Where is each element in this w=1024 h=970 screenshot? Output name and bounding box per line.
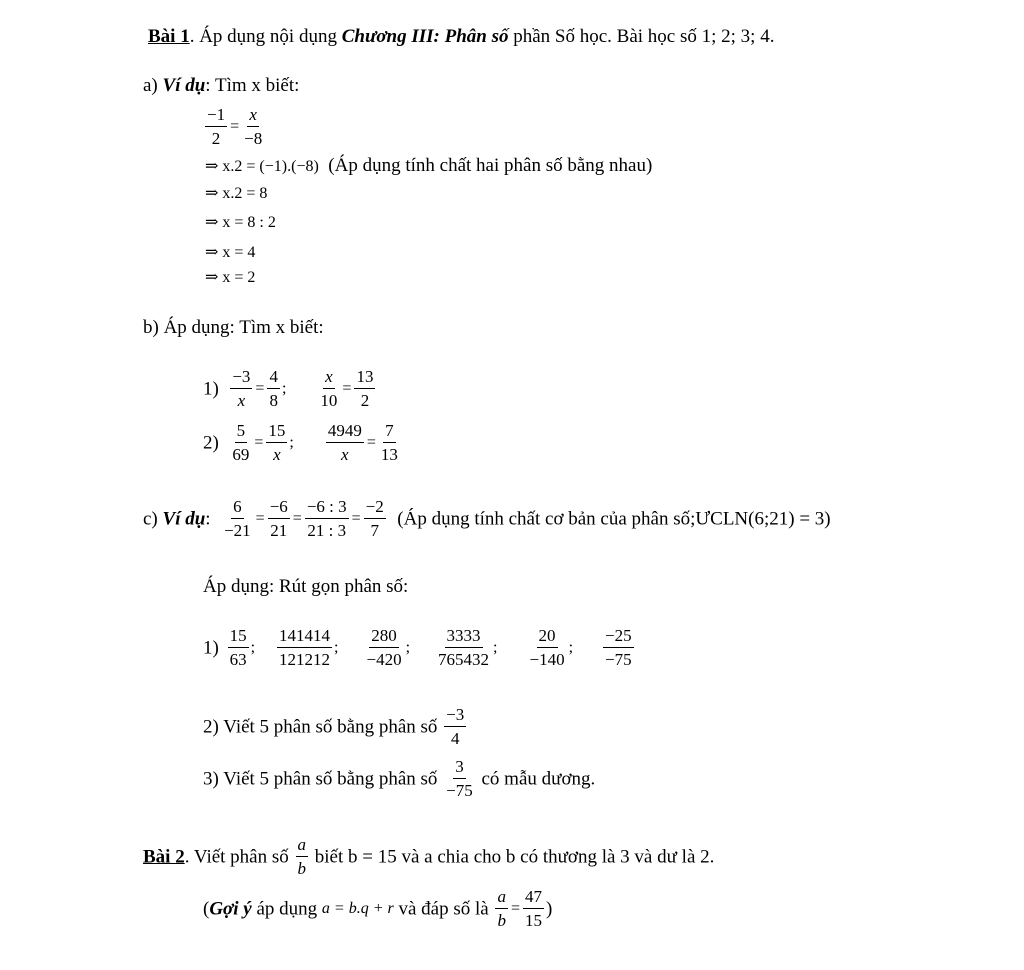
numerator: x (247, 106, 259, 127)
fraction (444, 706, 466, 748)
fraction (318, 368, 339, 410)
numerator: 3 (453, 758, 466, 779)
numerator: −3 (230, 368, 252, 389)
part-c-colon: : (205, 508, 211, 530)
separator: ; (493, 638, 498, 656)
numerator: 15 (228, 627, 249, 648)
bai1-text2: phần Số học. Bài học số 1; 2; 3; 4. (508, 26, 775, 47)
row-label: 1) (203, 637, 219, 659)
part-a-step1 (205, 156, 652, 175)
separator: ; (250, 638, 256, 656)
denominator: x (341, 444, 349, 464)
denominator: b (297, 858, 307, 878)
equals-sign: = (254, 433, 264, 451)
fraction (277, 627, 332, 669)
fraction (205, 106, 227, 148)
part-a-vidu: Ví dụ (162, 75, 206, 96)
hint-text: áp dụng (251, 898, 322, 920)
fraction (527, 627, 566, 669)
separator: ; (334, 638, 339, 656)
denominator: 15 (525, 910, 542, 930)
numerator: −1 (205, 106, 227, 127)
fraction (222, 498, 253, 540)
numerator: a (296, 836, 309, 857)
fraction (379, 422, 400, 464)
fraction (495, 888, 508, 930)
hint-goiy: Gợi ý (209, 898, 252, 920)
denominator: −75 (605, 649, 632, 669)
fraction (266, 422, 287, 464)
fraction (326, 422, 364, 464)
part-c-vidu: Ví dụ (162, 508, 206, 530)
numerator: 6 (231, 498, 244, 519)
fraction (242, 106, 264, 148)
bai1-text1: . Áp dụng nội dụng (189, 26, 342, 47)
numerator: 4949 (326, 422, 364, 443)
numerator: 20 (537, 627, 558, 648)
fraction (354, 368, 375, 410)
separator: ; (568, 638, 574, 656)
equals-sign: = (510, 899, 520, 917)
equals-sign: = (351, 509, 361, 527)
equals-sign: = (255, 379, 265, 397)
part-c-example (143, 498, 831, 540)
hint-open-paren: ( (203, 898, 210, 920)
equals-sign: = (292, 509, 302, 527)
separator: ; (405, 638, 411, 656)
part-a-title-text: : Tìm x biết: (205, 75, 300, 96)
part-c-apdung: Áp dụng: Rút gọn phân số: (203, 576, 409, 597)
part-c-item3 (203, 758, 595, 800)
numerator: −6 : 3 (305, 498, 349, 519)
step-math: ⇒ x.2 = (−1).(−8) (205, 158, 319, 175)
step-note: (Áp dụng tính chất hai phân số bằng nhau) (328, 155, 653, 176)
numerator: −3 (444, 706, 466, 727)
denominator: −140 (529, 649, 565, 669)
denominator: b (497, 910, 506, 930)
numerator: −2 (364, 498, 386, 519)
fraction (230, 422, 251, 464)
denominator: 4 (450, 728, 460, 748)
bai2-text2: biết b = 15 và a chia cho b có thương là 3 và dư là 2. (314, 846, 715, 868)
fraction (444, 758, 475, 800)
fraction (305, 498, 349, 540)
fraction (228, 627, 249, 669)
numerator: 280 (369, 627, 399, 648)
part-a-prefix: a) (143, 75, 163, 96)
numerator: 47 (523, 888, 544, 909)
bai2-hint (203, 888, 552, 930)
fraction (364, 627, 403, 669)
fraction (523, 888, 544, 930)
part-b-row2 (203, 422, 402, 464)
fraction (436, 627, 491, 669)
denominator: −21 (224, 520, 251, 540)
part-a-step2: ⇒ x.2 = 8 (205, 185, 268, 202)
part-c-prefix: c) (143, 508, 163, 530)
part-a-step4: ⇒ x = 4 (205, 244, 256, 261)
denominator: 10 (320, 390, 338, 410)
part-a-step3: ⇒ x = 8 : 2 (205, 214, 276, 231)
numerator: −25 (603, 627, 634, 648)
numerator: a (495, 888, 508, 909)
item3-tail: có mẫu dương. (481, 768, 596, 790)
numerator: 3333 (445, 627, 483, 648)
fraction (364, 498, 386, 540)
item2-text: 2) Viết 5 phân số bằng phân số (203, 716, 438, 738)
bai2-line (143, 836, 714, 878)
numerator: 5 (235, 422, 248, 443)
part-b-row1 (203, 368, 377, 410)
separator: ; (289, 433, 294, 451)
denominator: 21 : 3 (307, 520, 347, 540)
denominator: 121212 (279, 649, 331, 669)
numerator: 141414 (277, 627, 332, 648)
hint-formula: a = b.q + r (321, 899, 394, 917)
denominator: x (237, 390, 246, 410)
denominator: 7 (370, 520, 379, 540)
numerator: x (323, 368, 335, 389)
denominator: −75 (446, 780, 473, 800)
bai1-label: Bài 1 (148, 26, 190, 47)
denominator: −420 (366, 649, 402, 669)
equals-sign: = (342, 379, 352, 397)
denominator: x (273, 444, 281, 464)
part-b-title: b) Áp dụng: Tìm x biết: (143, 317, 324, 338)
denominator: 8 (269, 390, 278, 410)
fraction (230, 368, 252, 410)
part-c-note: (Áp dụng tính chất cơ bản của phân số;ƯCLN(6;21) = 3) (397, 508, 831, 530)
numerator: 15 (266, 422, 287, 443)
part-a-title (143, 76, 299, 95)
row-label: 1) (203, 378, 219, 400)
denominator: 63 (229, 649, 247, 669)
numerator: −6 (268, 498, 290, 519)
bai1-heading (148, 27, 774, 46)
denominator: 69 (232, 444, 250, 464)
equals-sign: = (255, 509, 265, 527)
denominator: 13 (380, 444, 398, 464)
part-a-step5: ⇒ x = 2 (205, 269, 256, 286)
numerator: 7 (383, 422, 396, 443)
hint-close-paren: ) (546, 898, 553, 920)
bai1-chapter: Chương III: Phân số (341, 26, 509, 47)
denominator: 765432 (438, 649, 490, 669)
bai2-text1: . Viết phân số (184, 846, 289, 868)
fraction (267, 368, 280, 410)
denominator: 21 (270, 520, 288, 540)
denominator: 2 (360, 390, 370, 410)
denominator: −8 (244, 128, 263, 148)
denominator: 2 (211, 128, 221, 148)
fraction (603, 627, 634, 669)
numerator: 13 (354, 368, 375, 389)
bai2-label: Bài 2 (143, 846, 185, 868)
equals-sign: = (366, 433, 376, 451)
separator: ; (281, 379, 287, 397)
item3-text: 3) Viết 5 phân số bằng phân số (203, 768, 438, 790)
row-label: 2) (203, 432, 219, 454)
numerator: 4 (267, 368, 280, 389)
part-a-equation (203, 106, 266, 148)
part-c-reduce-row (203, 627, 636, 669)
equals-sign: = (230, 117, 240, 135)
fraction (296, 836, 309, 878)
part-c-item2 (203, 706, 468, 748)
fraction (268, 498, 290, 540)
hint-text2: và đáp số là (393, 898, 494, 920)
